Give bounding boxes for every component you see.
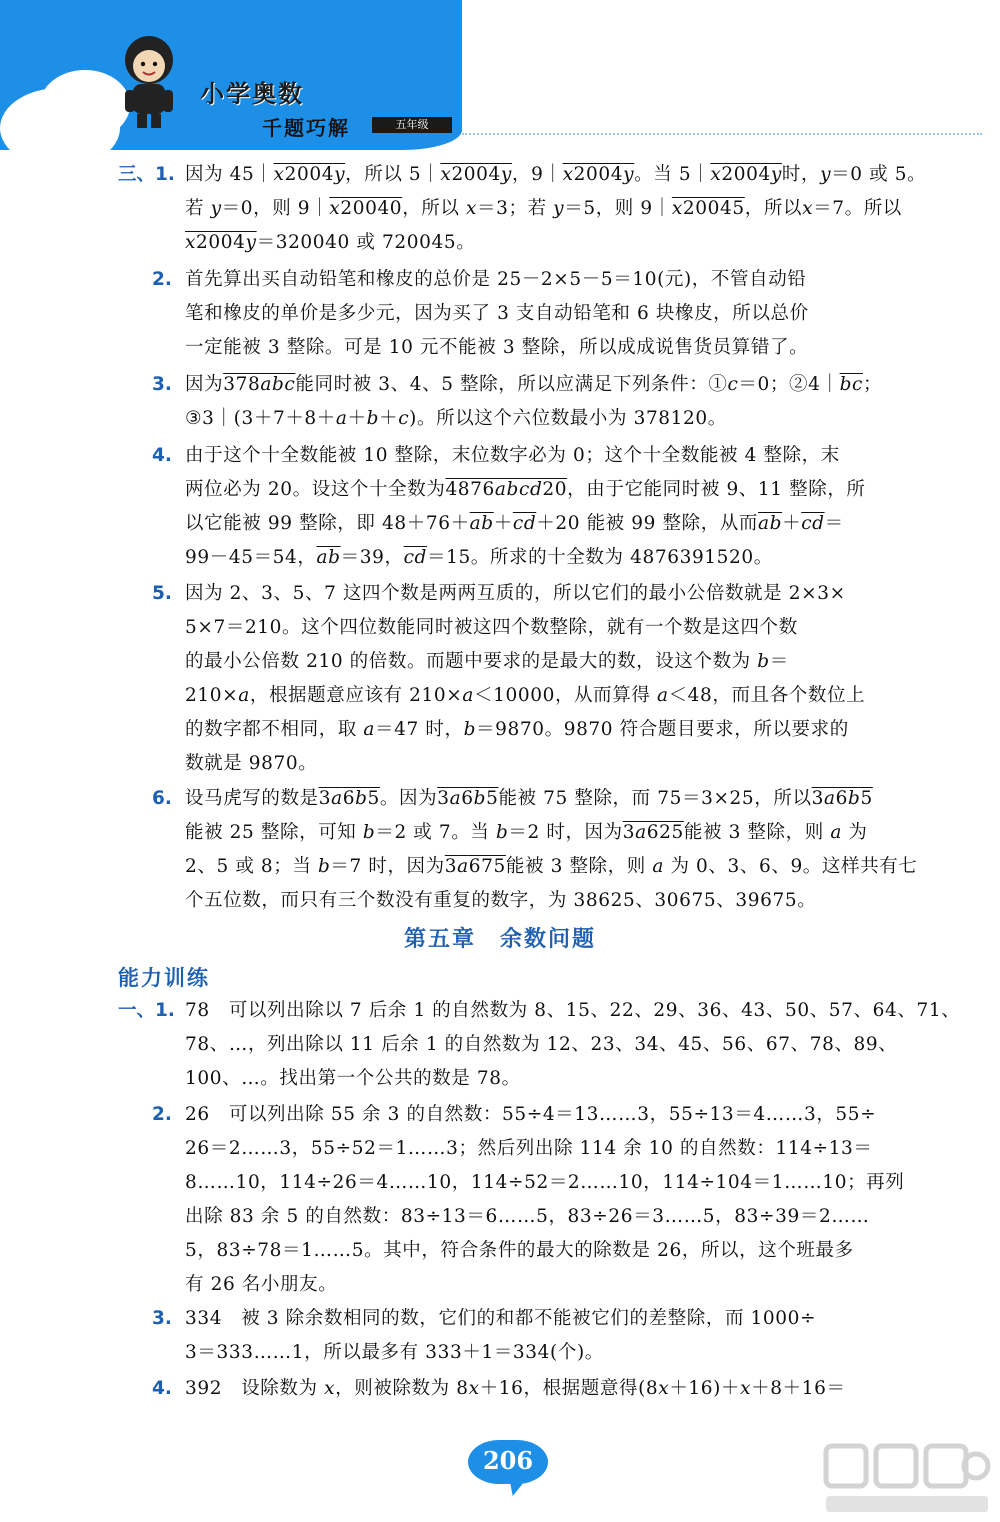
text-line: ③3｜(3＋7＋8＋a＋b＋c)。所以这个六位数最小为 378120。 xyxy=(185,408,727,429)
watermark-logo xyxy=(822,1440,992,1520)
text-line: 以它能被 99 整除，即 $48+76+\overline{ab}+\overline{cd}+20$ 能被 99 整除，从而$\overline{ab}+\overline{cd}=$ xyxy=(185,513,844,534)
item-label: 4. xyxy=(152,445,172,466)
text-line: 由于这个十全数能被 10 整除，末位数字必为 0；这个十全数能被 4 整除，末 xyxy=(185,445,840,466)
text-line: 能被 25 整除，可知 b＝2 或 7。当 b＝2 时，因为3a625能被 3 整除，则 a 为 xyxy=(185,822,868,843)
text-line: 78、…，列出除以 11 后余 1 的自然数为 12、23、34、45、56、67、78、89、 xyxy=(185,1034,898,1055)
header-divider xyxy=(462,133,982,136)
text-line: 5×7＝210。这个四位数能同时被这四个数整除，就有一个数是这四个数 xyxy=(185,617,798,638)
text-line: 2、5 或 8；当 b＝7 时，因为3a675能被 3 整除，则 a 为 0、3、6、9。这样共有七 xyxy=(185,856,918,877)
text-line: 392 设除数为 x，则被除数为 8x＋16，根据题意得(8x＋16)＋x＋8＋16＝ xyxy=(185,1378,846,1399)
text-line: 100、…。找出第一个公共的数是 78。 xyxy=(185,1068,521,1089)
mascot-illustration xyxy=(105,30,193,130)
item-label: 3. xyxy=(152,1308,172,1329)
text-line: 因为378abc能同时被 3、4、5 整除，所以应满足下列条件：①c＝0；$②4|\overline{bc}$； xyxy=(185,374,883,395)
text-line: 若 y＝0，则 9｜x20040，所以 x＝3；若 y＝5，则 9｜x20045，所以x＝7。所以 xyxy=(185,198,902,219)
text-line: 笔和橡皮的单价是多少元，因为买了 3 支自动铅笔和 6 块橡皮，所以总价 xyxy=(185,303,809,324)
item-label: 6. xyxy=(152,788,172,809)
text-line: 334 被 3 除余数相同的数，它们的和都不能被它们的差整除，而 1000÷ xyxy=(185,1308,817,1329)
item-label: 3. xyxy=(152,374,172,395)
book-subtitle: 千题巧解 xyxy=(262,116,350,140)
text-line: 有 26 名小朋友。 xyxy=(185,1274,338,1295)
text-line: 设马虎写的数是3a6b5。因为3a6b5能被 75 整除，而 75＝3×25，所以3a6b5 xyxy=(185,788,873,809)
item-label: 三、1. xyxy=(118,164,175,185)
text-line: 26＝2……3，55÷52＝1……3；然后列出除 114 余 10 的自然数：114÷13＝ xyxy=(185,1138,873,1159)
item-label: 一、1. xyxy=(118,1000,175,1021)
text-line: 99－45＝54，$\overline{ab}=39$，$\overline{cd}=15$。所求的十全数为 4876391520。 xyxy=(185,547,773,568)
text-line: 的最小公倍数 210 的倍数。而题中要求的是最大的数，设这个数为 b＝ xyxy=(185,651,789,672)
text-line: 26 可以列出除 55 余 3 的自然数：55÷4＝13……3，55÷13＝4……3，55÷ xyxy=(185,1104,877,1125)
section-heading: 能力训练 xyxy=(118,966,210,990)
text-line: 210×a，根据题意应该有 210×a＜10000，从而算得 a＜48，而且各个数位上 xyxy=(185,685,866,706)
text-line: 首先算出买自动铅笔和橡皮的总价是 25－2×5－5＝10(元)，不管自动铅 xyxy=(185,269,807,290)
text-line: 的数字都不相同，取 a＝47 时，b＝9870。9870 符合题目要求，所以要求的 xyxy=(185,719,849,740)
chapter-heading: 第五章 余数问题 xyxy=(403,927,596,952)
page-number: 206 xyxy=(468,1440,548,1484)
text-line: 数就是 9870。 xyxy=(185,753,318,774)
text-line: 5，83÷78＝1……5。其中，符合条件的最大的除数是 26，所以，这个班最多 xyxy=(185,1240,854,1261)
text-line: 因为 45｜x2004y，所以 5｜x2004y，9｜x2004y。当 5｜x2004y时，y＝0 或 5。 xyxy=(185,164,927,185)
text-line: 3＝333……1，所以最多有 333＋1＝334(个)。 xyxy=(185,1342,604,1363)
grade-badge: 五年级 xyxy=(372,117,452,133)
text-line: x2004y＝320040 或 720045。 xyxy=(185,232,476,253)
text-line: 出除 83 余 5 的自然数：83÷13＝6……5，83÷26＝3……5，83÷39＝2…… xyxy=(185,1206,870,1227)
item-label: 2. xyxy=(152,1104,172,1125)
item-label: 5. xyxy=(152,583,172,604)
item-label: 4. xyxy=(152,1378,172,1399)
item-label: 2. xyxy=(152,269,172,290)
text-line: 个五位数，而只有三个数没有重复的数字，为 38625、30675、39675。 xyxy=(185,890,817,911)
text-line: 8……10，114÷26＝4……10，114÷52＝2……10，114÷104＝1……10；再列 xyxy=(185,1172,905,1193)
text-line: 78 可以列出除以 7 后余 1 的自然数为 8、15、22、29、36、43、50、57、64、71、 xyxy=(185,1000,961,1021)
text-line: 一定能被 3 整除。可是 10 元不能被 3 整除，所以成成说售货员算错了。 xyxy=(185,337,809,358)
text-line: 因为 2、3、5、7 这四个数是两两互质的，所以它们的最小公倍数就是 2×3× xyxy=(185,583,846,604)
text-line: 两位必为 20。设这个十全数为4876abcd20，由于它能同时被 9、11 整除，所 xyxy=(185,479,866,500)
header-banner xyxy=(0,0,462,150)
series-title: 小学奥数 xyxy=(200,80,304,108)
